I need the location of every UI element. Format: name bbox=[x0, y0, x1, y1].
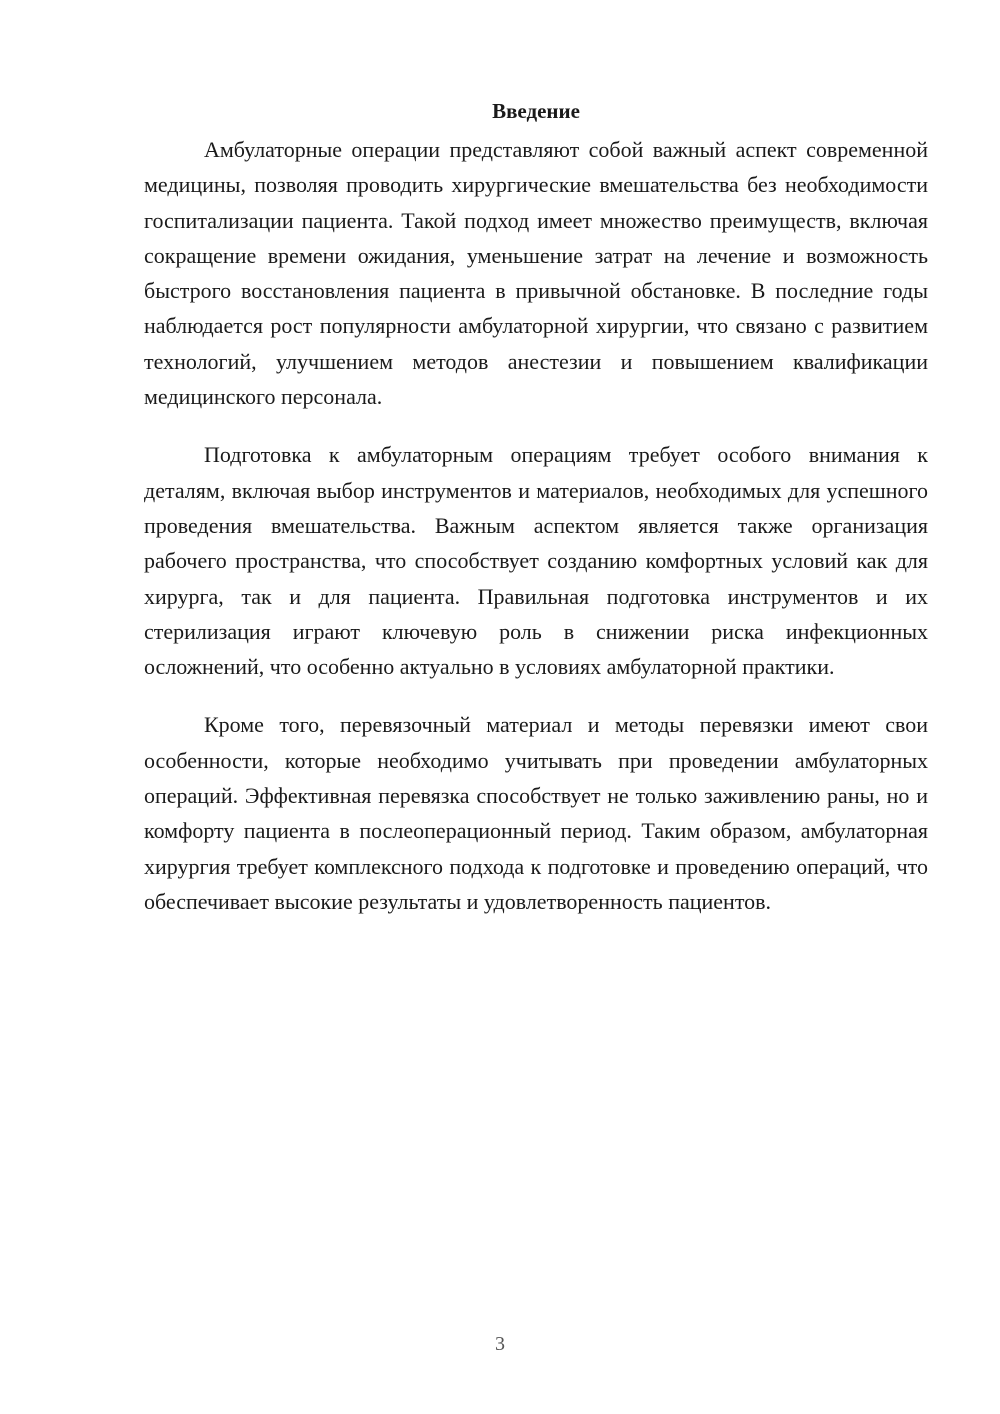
paragraph-1: Амбулаторные операции представляют собой важный аспект современной медицины, позволяя проводить хирургические вмешательства без необходимости госпитализации пациента. Такой подход имеет множество преимуществ, включая сокращение времени ожидания, уменьшение затрат на лечение и возможность быстрого восстановления пациента в привычной обстановке. В последние годы наблюдается рост популярности амбулаторной хирургии, что связано с развитием технологий, улучшением методов анестезии и повышением квалификации медицинского персонала. bbox=[144, 137, 928, 410]
section-title: Введение bbox=[492, 99, 580, 123]
page-number: 3 bbox=[495, 1333, 505, 1355]
paragraph-2: Подготовка к амбулаторным операциям требует особого внимания к деталям, включая выбор инструментов и материалов, необходимых для успешного проведения вмешательства. Важным аспектом является также организация рабочего пространства, что способствует созданию комфортных условий как для хирурга, так и для пациента. Правильная подготовка инструментов и их стерилизация играют ключевую роль в снижении риска инфекционных осложнений, что особенно актуально в условиях амбулаторной практики. bbox=[144, 442, 928, 680]
page-content bbox=[144, 96, 928, 942]
paragraph-3: Кроме того, перевязочный материал и методы перевязки имеют свои особенности, которые необходимо учитывать при проведении амбулаторных операций. Эффективная перевязка способствует не только заживлению раны, но и комфорту пациента в послеоперационный период. Таким образом, амбулаторная хирургия требует комплексного подхода к подготовке и проведению операций, что обеспечивает высокие результаты и удовлетворенность пациентов. bbox=[144, 712, 928, 914]
